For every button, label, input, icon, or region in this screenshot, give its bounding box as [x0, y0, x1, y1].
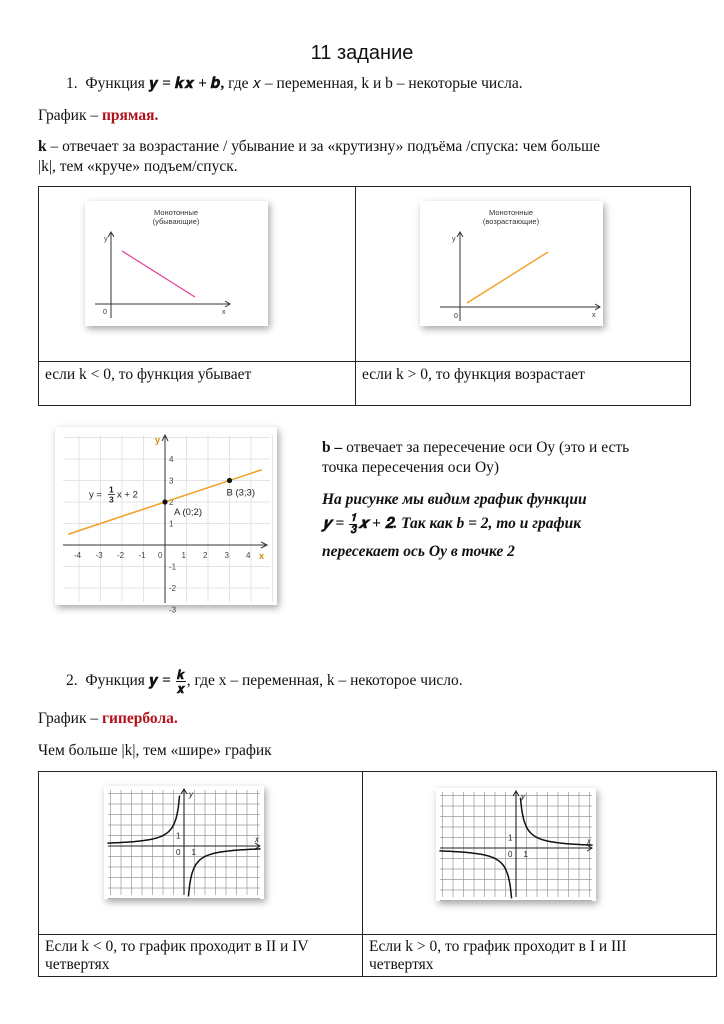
x-label: x	[592, 312, 596, 319]
point-label: A (0;2)	[174, 507, 202, 518]
unit-y-label: 1	[508, 833, 513, 843]
y-tick-label: 1	[169, 519, 174, 529]
caption-increasing: если k > 0, то функция возрастает	[362, 366, 585, 383]
caption-decreasing: если k < 0, то функция убывает	[45, 366, 252, 383]
hyperbola-positive-svg	[436, 788, 596, 901]
hyperbola-caption-right	[363, 935, 716, 974]
caption-right-line2: четвертях	[369, 956, 434, 973]
frac-num: 𝟏	[350, 512, 357, 524]
y-tick-label: 2	[169, 498, 174, 507]
section1-number: 1.	[66, 75, 78, 92]
y-tick-label: 4	[169, 455, 174, 464]
y-tick-label: -3	[169, 605, 177, 615]
graph-type-line: прямая.	[101, 107, 159, 124]
page-title: 11 задание	[310, 42, 414, 64]
decreasing-chart	[85, 201, 268, 326]
example-y: 𝒚 =	[322, 515, 345, 533]
graph-label: График –	[38, 710, 99, 727]
y-tick-label: -2	[169, 584, 177, 593]
section2-fraction	[176, 668, 186, 695]
increasing-line	[467, 252, 548, 303]
section1-heading	[66, 74, 523, 94]
origin-label: 0	[103, 309, 107, 316]
caption-right-cell	[356, 362, 691, 406]
example-chart-svg	[55, 427, 277, 615]
b-description	[322, 438, 629, 458]
k-symbol: k	[38, 138, 47, 155]
b-symbol: b –	[322, 439, 343, 456]
decreasing-title-1: Монотонные	[153, 208, 199, 217]
section2-number: 2.	[66, 672, 78, 690]
k-desc-line2: |k|, тем «круче» подъем/спуск.	[38, 158, 238, 175]
decreasing-chart-svg	[85, 201, 268, 326]
y-axis-label: y	[189, 790, 193, 799]
point-label: B (3;3)	[226, 487, 256, 499]
hyperbola-branch-left	[107, 796, 179, 844]
y-tick-label: 3	[169, 476, 174, 486]
function-label-suffix: x + 2	[117, 489, 138, 501]
unit-y-label: 1	[176, 831, 181, 841]
section1-intro: Функция	[85, 75, 145, 92]
section2-formula-y: 𝒚 =	[148, 672, 172, 690]
b-desc-line1: отвечает за пересечение оси Oy (это и есть	[346, 439, 630, 456]
y-axis-label: y	[521, 792, 525, 801]
y-tick-label: -1	[169, 562, 177, 572]
k-description	[38, 137, 600, 157]
section2-rest: , где x – переменная, k – некоторое число.	[186, 672, 463, 690]
y-axis-label: y	[155, 435, 161, 445]
section1-graph-line	[38, 106, 158, 126]
x-tick-label: 0	[158, 551, 163, 560]
x-tick-label: 2	[203, 551, 208, 560]
x-tick-label: -4	[74, 551, 82, 560]
caption-left-cell	[39, 362, 356, 406]
section1-rest: где 𝑥 – переменная, k и b – некоторые числа.	[228, 75, 523, 92]
example-line1: На рисунке мы видим график функции	[322, 491, 587, 508]
formula-den: 𝒙	[176, 681, 185, 696]
point-marker	[227, 478, 232, 483]
origin-label: 0	[176, 848, 181, 857]
hyperbola-branch-left	[439, 851, 511, 899]
origin-label: 0	[508, 850, 513, 859]
hyperbola-branch-right	[520, 798, 592, 846]
x-axis-label: x	[587, 837, 591, 846]
x-tick-label: -1	[138, 551, 146, 560]
example-tail: 𝒙 + 𝟐. Так как b = 2, то и график	[358, 515, 582, 533]
x-tick-label: 1	[181, 551, 186, 560]
section2-intro: Функция	[85, 672, 145, 690]
x-tick-label: 3	[224, 551, 229, 560]
x-tick-label: -2	[117, 551, 125, 560]
y-label: y	[104, 236, 108, 243]
x-label: x	[222, 309, 226, 316]
increasing-chart	[420, 201, 603, 326]
increasing-title-2: (возрастающие)	[482, 217, 540, 226]
example-fraction	[349, 513, 357, 536]
section1-formula: 𝒚 = 𝒌𝒙 + 𝒃,	[148, 75, 225, 92]
caption-right-line1: Если k > 0, то график проходит в I и III	[369, 938, 627, 955]
graph-label: График –	[38, 107, 99, 124]
section2-heading	[66, 668, 463, 695]
caption-left-line2: четвертях	[45, 956, 110, 973]
x-tick-label: 4	[246, 551, 251, 560]
unit-x-label: 1	[191, 848, 196, 857]
hyperbola-branch-right	[188, 849, 260, 897]
graph-type-hyperbola: гипербола.	[101, 710, 178, 727]
function-label-num: 1	[109, 484, 114, 495]
origin-label: 0	[454, 313, 458, 320]
x-axis-label: x	[255, 835, 259, 844]
point-marker	[162, 499, 167, 504]
caption-left-cell	[39, 935, 363, 977]
x-tick-label: -3	[95, 551, 103, 560]
increasing-chart-svg	[420, 201, 603, 326]
y-label: y	[452, 236, 456, 243]
function-label-den: 3	[109, 494, 114, 505]
formula-num: 𝒌	[176, 667, 185, 682]
example-line3: пересекает ось Oy в точке 2	[322, 543, 515, 560]
decreasing-line	[122, 251, 195, 297]
frac-den: 𝟑	[350, 524, 357, 536]
caption-right-cell	[363, 935, 717, 977]
section2-graph-line	[38, 709, 178, 729]
function-label-prefix: y =	[89, 489, 102, 501]
increasing-title-1: Монотонные	[488, 208, 534, 217]
x-axis-label: x	[259, 551, 265, 561]
unit-x-label: 1	[523, 850, 528, 859]
hyperbola-caption-left	[39, 935, 362, 974]
hyperbola-positive-chart	[436, 788, 596, 901]
example-chart	[55, 427, 277, 615]
width-note: Чем больше |k|, тем «шире» график	[38, 742, 272, 759]
k-desc-line1: – отвечает за возрастание / убывание и за «крутизну» подъёма /спуска: чем больше	[50, 138, 600, 155]
decreasing-title-2: (убывающие)	[152, 217, 200, 226]
caption-left-line1: Если k < 0, то график проходит в II и IV	[45, 938, 309, 955]
b-desc-line2: точка пересечения оси Oy)	[322, 459, 500, 476]
example-line2	[322, 513, 581, 536]
hyperbola-negative-chart	[104, 786, 264, 899]
hyperbola-negative-svg	[104, 786, 264, 899]
